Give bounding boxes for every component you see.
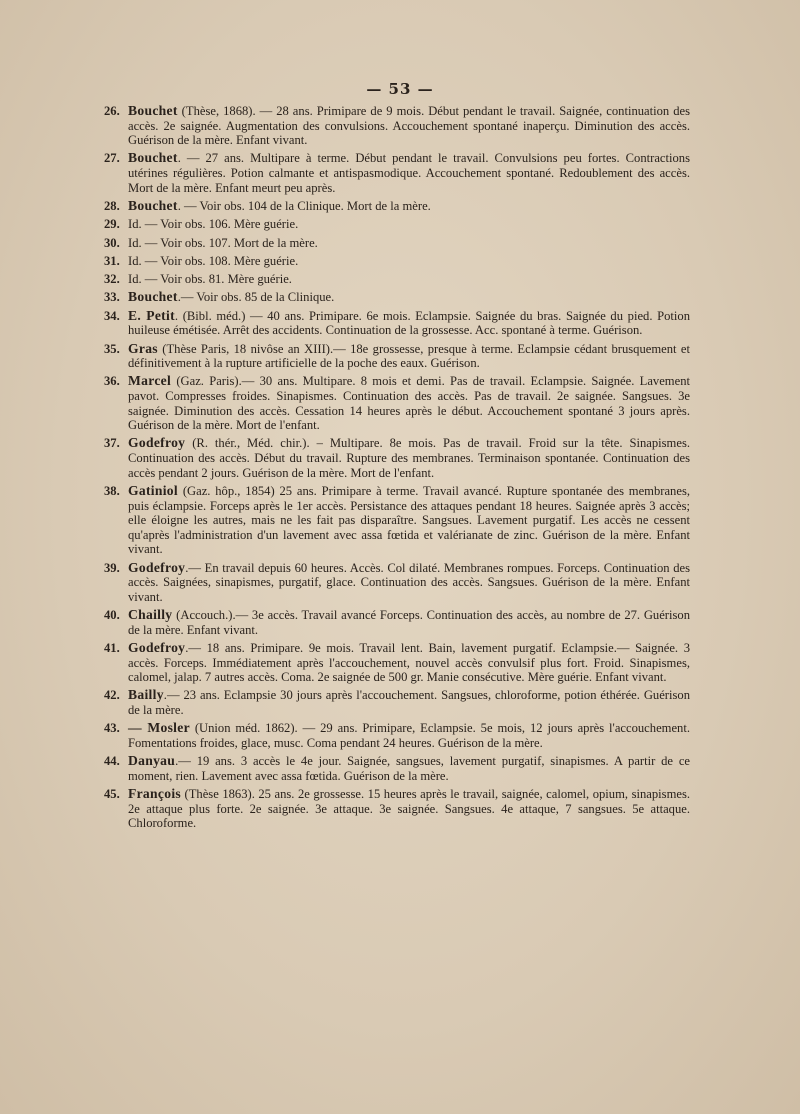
entry-text: (R. thér., Méd. chir.). – Multipare. 8e mois. Pas de travail. Froid sur la tête. Sinapismes. Continuation des accès. Début du travail. Rupture des membranes. Terminaison spontanée. Continuation des accès pendant 2 jours. Guérison de la mère. Mort de l'enfant. [128,436,690,480]
entry-number: 41. [104,640,120,655]
entry-text: . — 27 ans. Multipare à terme. Début pendant le travail. Convulsions peu fortes. Contractions utérines régulières. Potion calmante et antispasmodique. Accouchement spontané. Redoublement des accès. Mort de la mère. Enfant meurt peu après. [128,151,690,195]
author-name: Gras [128,340,158,356]
author-name: Godefroy [128,639,186,655]
observation-entry [104,436,690,480]
entry-number: 26. [104,104,120,118]
entry-text: (Thèse, 1868). — 28 ans. Primipare de 9 mois. Début pendant le travail. Saignée, continuation des accès. 2e saignée. Augmentation des convulsions. Accouchement spontané inaperçu. Diminution des accès. Guérison de la mère. Enfant vivant. [128,104,690,148]
entry-text: .— 18 ans. Primipare. 9e mois. Travail lent. Bain, lavement purgatif. Eclampsie.— Saignée. 3 accès. Forceps. Immédiatement après l'accouchement, nouvel accès convulsif plus fort. Froid. Sinapismes, calomel, jalap. 7 autres accès. Coma. 2e saignée de 500 gr. Manie consécutive. Mère guérie. Enfant vivant. [128,640,690,685]
entry-text: Id. — Voir obs. 106. Mère guérie. [128,217,299,232]
entry-number: 42. [104,688,120,703]
observation-entry [104,309,690,338]
observation-entry [104,236,690,251]
author-name: Godefroy [128,435,186,451]
entry-number: 27. [104,151,120,166]
author-name: Bouchet [128,197,178,213]
observation-entry [104,374,690,432]
entry-text: . — Voir obs. 104 de la Clinique. Mort de la mère. [177,198,431,213]
observation-entry [104,641,690,685]
observation-entry [104,561,690,605]
entry-number: 45. [104,787,120,801]
entry-number: 36. [104,374,120,389]
entry-text: . (Bibl. méd.) — 40 ans. Primipare. 6e mois. Eclampsie. Saignée du bras. Saignée du pied. Potion huileuse émétisée. Arrêt des accidents. Continuation de la grossesse. Acc. spontané à terme. Guérison. [128,308,691,338]
author-name: — Mosler [128,720,190,736]
entry-text: .— 19 ans. 3 accès le 4e jour. Saignée, sangsues, lavement purgatif, sinapismes. A partir de ce moment, rien. Lavement avec assa fœtida. Guérison de la mère. [128,754,690,783]
author-name: Bailly [128,687,164,703]
author-name: Chailly [128,607,173,623]
observation-entry [104,688,690,717]
entry-text: Id. — Voir obs. 81. Mère guérie. [128,272,292,287]
entry-number: 33. [104,290,120,305]
author-name: Gatiniol [128,482,178,498]
entry-number: 34. [104,308,120,323]
observation-entry [104,217,690,232]
entry-text: Id. — Voir obs. 108. Mère guérie. [128,253,299,268]
entry-number: 35. [104,341,120,356]
observation-entry [104,199,690,214]
entry-number: 28. [104,198,120,213]
entry-text: .— 23 ans. Eclampsie 30 jours après l'accouchement. Sangsues, chloroforme, potion éthérée. Guérison de la mère. [128,688,690,717]
observation-list [104,104,690,834]
author-name: Bouchet [128,103,178,118]
author-name: Godefroy [128,559,186,575]
entry-text: (Thèse 1863). 25 ans. 2e grossesse. 15 heures après le travail, saignée, calomel, opium, sinapismes. 2e attaque plus forte. 2e saignée. 3e attaque. 3e saignée. Sangsues. 4e attaque, 7 sangsues. 5e attaque. Chloroforme. [128,787,690,831]
entry-text: Id. — Voir obs. 107. Mort de la mère. [128,235,318,250]
author-name: François [128,786,181,801]
page-number: — 53 — [366,80,434,98]
entry-number: 40. [104,608,120,623]
entry-number: 31. [104,253,120,268]
entry-number: 43. [104,721,120,736]
author-name: Marcel [128,373,172,389]
entry-number: 37. [104,436,120,451]
entry-text: .— Voir obs. 85 de la Clinique. [177,290,335,305]
observation-entry [104,721,690,750]
entry-number: 29. [104,217,120,232]
author-name: Bouchet [128,150,178,166]
entry-number: 30. [104,235,120,250]
observation-entry [104,254,690,269]
author-name: E. Petit [128,307,175,323]
entry-number: 44. [104,754,120,769]
observation-entry [104,104,690,148]
observation-entry [104,608,690,637]
entry-text: (Gaz. Paris).— 30 ans. Multipare. 8 mois et demi. Pas de travail. Eclampsie. Saignée. Lavement pavot. Compresses froides. Sinapismes. Continuation des accès. Pas de travail. 2e saignée. Sangsues. 3e saignée. Diminution des accès. Cessation 14 heures après le début. Accouchement spontané 3 jours après. Guérison de la mère. Mort de l'enfant. [128,374,690,433]
observation-entry [104,272,690,287]
observation-entry [104,342,690,371]
entry-text: (Gaz. hôp., 1854) 25 ans. Primipare à terme. Travail avancé. Rupture spontanée des membranes, puis éclampsie. Forceps après le 1er accès. Persistance des attaques pendant 18 heures. Saignée après 3 accès; elle éloigne les autres, mais ne les fait pas disparaître. Sangsues. Lavement purgatif. Les accès ne cessent qu'après l'administration d'un lavement avec assa fœtida et valérianate de zinc. Guérison de la mère. Enfant vivant. [128,483,690,557]
observation-entry [104,754,690,783]
author-name: Bouchet [128,289,178,305]
entry-text: .— En travail depuis 60 heures. Accès. Col dilaté. Membranes rompues. Forceps. Continuation des accès. Saignées, sinapismes, purgatif, glace. Continuation des accès. Sangsues. Guérison de la mère. Enfant vivant. [128,560,690,604]
entry-text: (Accouch.).— 3e accès. Travail avancé Forceps. Continuation des accès, au nombre de 27. Guérison de la mère. Enfant vivant. [128,608,690,637]
observation-entry [104,484,690,557]
observation-entry [104,787,690,831]
entry-number: 39. [104,560,120,575]
entry-number: 32. [104,272,120,287]
observation-entry [104,151,690,195]
entry-number: 38. [104,483,120,498]
observation-entry [104,290,690,305]
author-name: Danyau [128,753,176,769]
entry-text: (Thèse Paris, 18 nivôse an XIII).— 18e grossesse, presque à terme. Eclampsie cédant brusquement et définitivement à la rupture artificielle de la poche des eaux. Guérison. [128,341,690,371]
entry-text: (Union méd. 1862). — 29 ans. Primipare, Eclampsie. 5e mois, 12 jours après l'accouchement. Fomentations froides, glace, musc. Coma pendant 24 heures. Guérison de la mère. [128,721,690,750]
